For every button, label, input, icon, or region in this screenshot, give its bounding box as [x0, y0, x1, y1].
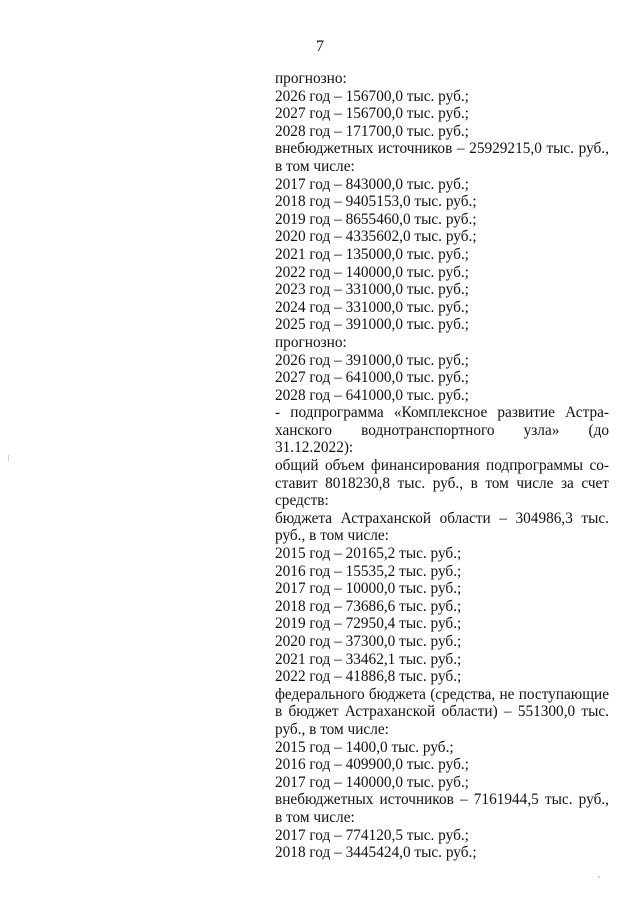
text-line: 2019 год – 8655460,0 тыс. руб.; — [275, 210, 477, 228]
text-line: 2019 год – 72950,4 тыс. руб.; — [275, 615, 462, 633]
text-line: руб., в том числе: — [275, 720, 389, 738]
text-line: 2020 год – 37300,0 тыс. руб.; — [275, 633, 462, 650]
text-line: общий объем финансирования подпрограммы со- — [275, 457, 609, 475]
text-line: 2028 год – 641000,0 тыс. руб.; — [275, 386, 469, 404]
text-line: внебюджетных источников – 7161944,5 тыс. руб., — [275, 791, 609, 809]
text-line: 2027 год – 156700,0 тыс. руб.; — [275, 105, 469, 123]
text-line: 2016 год – 15535,2 тыс. руб.; — [275, 562, 462, 580]
text-line: 2027 год – 641000,0 тыс. руб.; — [275, 369, 469, 387]
text-line: в бюджет Астраханской области) – 551300,0 тыс. — [275, 703, 609, 721]
text-line: - подпрограмма «Комплексное развитие Астра- — [275, 404, 609, 422]
text-line: средств: — [275, 492, 329, 510]
text-line: в том числе: — [275, 157, 355, 175]
text-line: 2024 год – 331000,0 тыс. руб.; — [275, 298, 469, 316]
text-line: 2022 год – 140000,0 тыс. руб.; — [275, 263, 469, 281]
text-line: 2025 год – 391000,0 тыс. руб.; — [275, 316, 469, 334]
text-line: 2020 год – 4335602,0 тыс. руб.; — [275, 228, 477, 246]
text-line: прогнозно: — [275, 333, 347, 351]
text-line: ставит 8018230,8 тыс. руб., в том числе за счет — [275, 474, 609, 492]
text-line: бюджета Астраханской области – 304986,3 тыс. — [275, 509, 609, 527]
text-line: 2017 год – 140000,0 тыс. руб.; — [275, 773, 469, 791]
text-line: 2022 год – 41886,8 тыс. руб.; — [275, 668, 462, 686]
text-line: прогнозно: — [275, 70, 347, 87]
text-line: 2028 год – 171700,0 тыс. руб.; — [275, 122, 469, 140]
text-line: в том числе: — [275, 808, 355, 826]
text-line: 2018 год – 9405153,0 тыс. руб.; — [275, 193, 477, 211]
text-line: 2018 год – 3445424,0 тыс. руб.; — [275, 844, 477, 862]
text-line: 2017 год – 10000,0 тыс. руб.; — [275, 580, 462, 598]
text-line: 31.12.2022): — [275, 439, 354, 457]
text-line: 2015 год – 1400,0 тыс. руб.; — [275, 738, 454, 756]
page-number: 7 — [316, 38, 324, 55]
text-line: 2021 год – 135000,0 тыс. руб.; — [275, 245, 469, 263]
text-line: 2021 год – 33462,1 тыс. руб.; — [275, 650, 462, 668]
text-line: 2017 год – 843000,0 тыс. руб.; — [275, 175, 469, 193]
text-line: федерального бюджета (средства, не поступающие — [275, 685, 609, 703]
text-line: 2026 год – 391000,0 тыс. руб.; — [275, 351, 469, 369]
text-line: 2015 год – 20165,2 тыс. руб.; — [275, 545, 462, 563]
scan-mark — [8, 455, 9, 461]
text-line: руб., в том числе: — [275, 527, 389, 545]
text-line: 2018 год – 73686,6 тыс. руб.; — [275, 597, 462, 615]
document-body — [275, 70, 609, 862]
text-line: 2023 год – 331000,0 тыс. руб.; — [275, 281, 469, 299]
scan-mark — [598, 876, 600, 878]
text-line: внебюджетных источников – 25929215,0 тыс. руб., — [275, 140, 609, 158]
text-line: ханского воднотранспортного узла» (до — [275, 421, 609, 439]
text-line: 2026 год – 156700,0 тыс. руб.; — [275, 87, 469, 105]
text-line: 2016 год – 409900,0 тыс. руб.; — [275, 756, 469, 774]
text-line: 2017 год – 774120,5 тыс. руб.; — [275, 826, 469, 844]
